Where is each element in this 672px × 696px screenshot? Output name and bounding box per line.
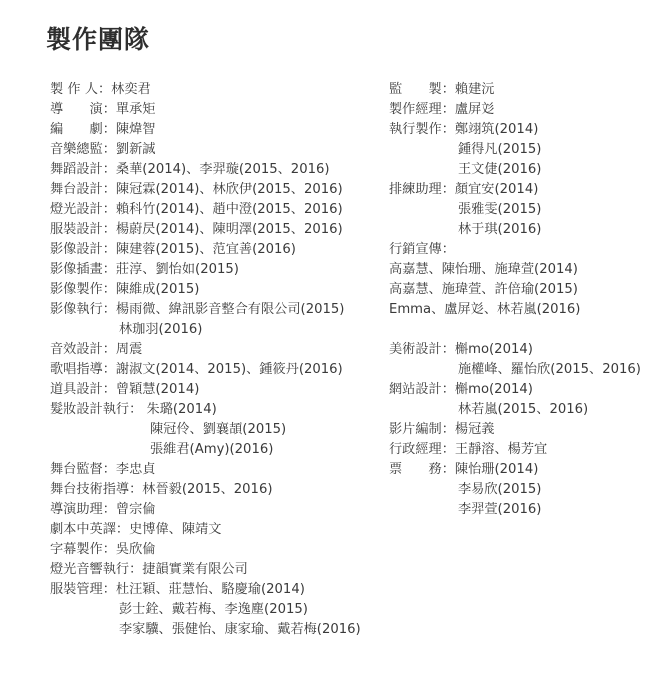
credit-line: 燈光音響執行：捷韻實業有限公司 — [50, 562, 248, 577]
credit-line: 美術設計：槲mo(2014) — [389, 342, 533, 357]
credit-line: 監 製：賴建沅 — [389, 82, 495, 97]
credit-line: 排練助理：顏宜安(2014) — [389, 182, 539, 197]
credit-line: 編 劇：陳煒智 — [50, 122, 156, 137]
credit-line-continued: 李易欣(2015) — [458, 482, 542, 497]
credit-line: 髮妝設計執行： 朱璐(2014) — [50, 402, 217, 417]
credit-line: 舞台監督：李忠貞 — [50, 462, 156, 477]
credit-line: 舞台技術指導：林晉毅(2015、2016) — [50, 482, 273, 497]
credit-line: 網站設計：槲mo(2014) — [389, 382, 533, 397]
credit-line: 服裝管理：杜汪穎、莊慧怡、駱慶瑜(2014) — [50, 582, 305, 597]
credit-line-continued: 李羿萱(2016) — [458, 502, 542, 517]
credit-line: 影像插畫：莊淳、劉怡如(2015) — [50, 262, 239, 277]
credit-line: 執行製作：鄭翊筑(2014) — [389, 122, 539, 137]
credit-line: 影片編制：楊冠義 — [389, 422, 495, 437]
credit-line: 劇本中英譯：史博偉、陳靖文 — [50, 522, 222, 537]
credit-line-continued: 王文倢(2016) — [458, 162, 542, 177]
credit-line: 高嘉慧、施瑋萱、許倍瑜(2015) — [389, 282, 578, 297]
credit-line-continued: 陳冠伶、劉襄頡(2015) — [150, 422, 287, 437]
credit-line: 音樂總監：劉新誠 — [50, 142, 156, 157]
credit-line-continued: 李家驥、張健怡、康家瑜、戴若梅(2016) — [119, 622, 361, 637]
credit-line-continued: 張維君(Amy)(2016) — [150, 442, 274, 457]
credit-line: 音效設計：周震 — [50, 342, 143, 357]
credit-line: 行銷宣傳： — [389, 242, 455, 257]
credit-line: 舞台設計：陳冠霖(2014)、林欣伊(2015、2016) — [50, 182, 343, 197]
credit-line: Emma、盧屏彣、林若嵐(2016) — [389, 302, 581, 317]
credit-line: 行政經理：王靜溶、楊芳宜 — [389, 442, 548, 457]
credit-line-continued: 彭士銓、戴若梅、李逸塵(2015) — [119, 602, 308, 617]
credits-left-column — [50, 80, 361, 640]
credit-line: 高嘉慧、陳怡珊、施瑋萱(2014) — [389, 262, 578, 277]
credit-line: 服裝設計：楊蔚昃(2014)、陳明澤(2015、2016) — [50, 222, 343, 237]
credit-line: 影像設計：陳建蓉(2015)、范宜善(2016) — [50, 242, 296, 257]
credit-line-continued: 張雅雯(2015) — [458, 202, 542, 217]
credit-line: 票 務：陳怡珊(2014) — [389, 462, 539, 477]
credit-line: 導演助理：曾宗倫 — [50, 502, 156, 517]
credit-line: 影像執行：楊雨微、緯訊影音整合有限公司(2015) — [50, 302, 345, 317]
credit-line: 字幕製作：吳欣倫 — [50, 542, 156, 557]
credit-line: 燈光設計：賴科竹(2014)、趙中澄(2015、2016) — [50, 202, 343, 217]
credit-line-continued: 林于琪(2016) — [458, 222, 542, 237]
credit-line: 製作經理：盧屏彣 — [389, 102, 495, 117]
credit-line: 導 演：單承矩 — [50, 102, 156, 117]
spacer — [389, 320, 641, 340]
credit-line: 影像製作：陳維成(2015) — [50, 282, 200, 297]
credit-line-continued: 林若嵐(2015、2016) — [458, 402, 589, 417]
page-title: 製作團隊 — [46, 25, 151, 54]
credit-line: 舞蹈設計：桑華(2014)、李羿璇(2015、2016) — [50, 162, 330, 177]
credits-right-column — [389, 80, 641, 520]
credit-line: 道具設計：曾穎慧(2014) — [50, 382, 200, 397]
credit-line-continued: 林珈羽(2016) — [119, 322, 203, 337]
credit-line: 製 作 人：林奕君 — [50, 82, 151, 97]
credit-line-continued: 施權峰、羅怡欣(2015、2016) — [458, 362, 641, 377]
credit-line: 歌唱指導：謝淑文(2014、2015)、鍾筱丹(2016) — [50, 362, 343, 377]
credit-line-continued: 鍾得凡(2015) — [458, 142, 542, 157]
